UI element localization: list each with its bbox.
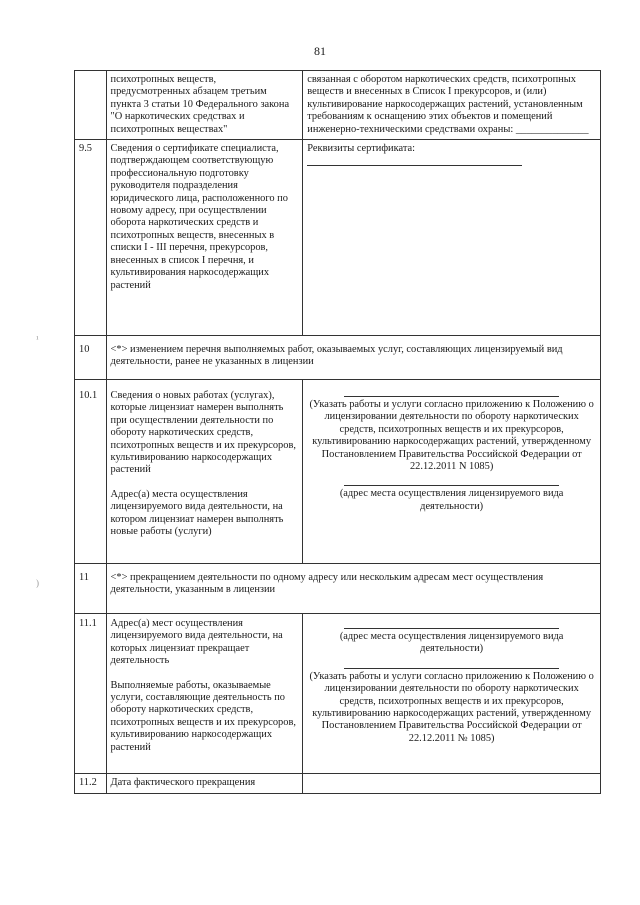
field-value-cell xyxy=(303,614,601,774)
field-value-cell xyxy=(303,140,601,336)
row-number: 10.1 xyxy=(75,380,107,564)
row-number: 11.2 xyxy=(75,774,107,794)
field-value-cell xyxy=(303,71,601,140)
table-row-10-1 xyxy=(75,380,601,564)
section-heading-text: <*> прекращением деятельности по одному адресу или нескольким адресам мест осуществления деятельности, указанным в лицензии xyxy=(106,564,600,614)
margin-scan-mark: ¹ xyxy=(36,334,39,344)
field-description: психотропных веществ, предусмотренных абзацем третьим пункта 3 статьи 10 Федерального закона "О наркотических средствах и психотропных веществах" xyxy=(106,71,303,140)
margin-scan-mark: ) xyxy=(36,578,39,588)
address-instruction: (адрес места осуществления лицензируемого вида деятельности) xyxy=(339,631,564,655)
table-row-11 xyxy=(75,564,601,614)
application-form-table xyxy=(74,70,601,794)
works-instruction: (Указать работы и услуги согласно приложению к Положению о лицензировании деятельности по обороту наркотических средств, психотропных веществ и их прекурсоров, культивированию наркосодержащих растений, утвержденному Постановлением Правительства Российской Федерации от 22.12.2011 № 1085) xyxy=(309,670,594,744)
spacer xyxy=(111,477,299,489)
row-number-cell xyxy=(75,71,107,140)
terminated-works-description: Выполняемые работы, оказываемые услуги, составляющие деятельность по обороту наркотических средств, психотропных веществ и их прекурсоров, культивированию наркосодержащих растений xyxy=(110,679,296,753)
table-row-9-4-continuation xyxy=(75,71,601,140)
section-heading-text: <*> изменением перечня выполняемых работ, оказываемых услуг, составляющих лицензируемый вид деятельности, ранее не указанных в лицензии xyxy=(106,336,600,380)
row-number: 10 xyxy=(75,336,107,380)
field-description-cell xyxy=(106,614,303,774)
field-description: Сведения о сертификате специалиста, подтверждающем соответствующую профессиональную подготовку руководителя подразделения юридического лица, расположенного по новому адресу, при осуществлении оборота наркотических средств и психотропных веществ, внесенных в списки I - III перечня, прекурсоров, внесенных в список I перечня, и культивирования наркосодержащих растений xyxy=(106,140,303,336)
blank-fill-line[interactable]: ______________ xyxy=(515,123,589,135)
field-value-cell[interactable] xyxy=(303,774,601,794)
certificate-details-label: Реквизиты сертификата: xyxy=(307,143,416,155)
certificate-blank-line[interactable] xyxy=(307,155,522,166)
table-row-10 xyxy=(75,336,601,380)
terminated-address-description: Адрес(а) мест осуществления лицензируемого вида деятельности, на которых лицензиат прекращает деятельность xyxy=(110,618,283,667)
works-instruction: (Указать работы и услуги согласно приложению к Положению о лицензировании деятельности по обороту наркотических средств, психотропных веществ и их прекурсоров, культивированию наркосодержащих растений, утвержденному Постановлением Правительства Российской Федерации от 22.12.2011 N 1085) xyxy=(309,399,594,473)
field-value-cell xyxy=(303,380,601,564)
address-instruction: (адрес места осуществления лицензируемого вида деятельности) xyxy=(339,488,564,512)
field-description: Дата фактического прекращения xyxy=(106,774,303,794)
spacer xyxy=(111,668,299,680)
works-blank-line[interactable] xyxy=(344,386,559,397)
row-number: 11 xyxy=(75,564,107,614)
page-number: 81 xyxy=(314,44,326,58)
row-number: 9.5 xyxy=(75,140,107,336)
new-works-address-description: Адрес(а) места осуществления лицензируемого вида деятельности, на котором лицензиат намерен выполнять новые работы (услуги) xyxy=(110,488,284,538)
field-value-text: связанная с оборотом наркотических средств, психотропных веществ и внесенных в Список I прекурсоров, и (или) культивирование наркосодержащих растений, установленным требованиям к оснащению этих объектов и помещений инженерно-техническими средствами охраны: xyxy=(307,74,583,135)
works-blank-line[interactable] xyxy=(344,658,559,669)
row-number: 11.1 xyxy=(75,614,107,774)
new-works-description: Сведения о новых работах (услугах), которые лицензиат намерен выполнять при осуществлении деятельности по обороту наркотических средств, психотропных веществ и их прекурсоров, культивированию наркосодержащих растений xyxy=(110,390,296,476)
address-blank-line[interactable] xyxy=(344,475,559,486)
table-row-11-2 xyxy=(75,774,601,794)
address-blank-line[interactable] xyxy=(344,618,559,629)
table-row-11-1 xyxy=(75,614,601,774)
field-description-cell xyxy=(106,380,303,564)
table-row-9-5 xyxy=(75,140,601,336)
